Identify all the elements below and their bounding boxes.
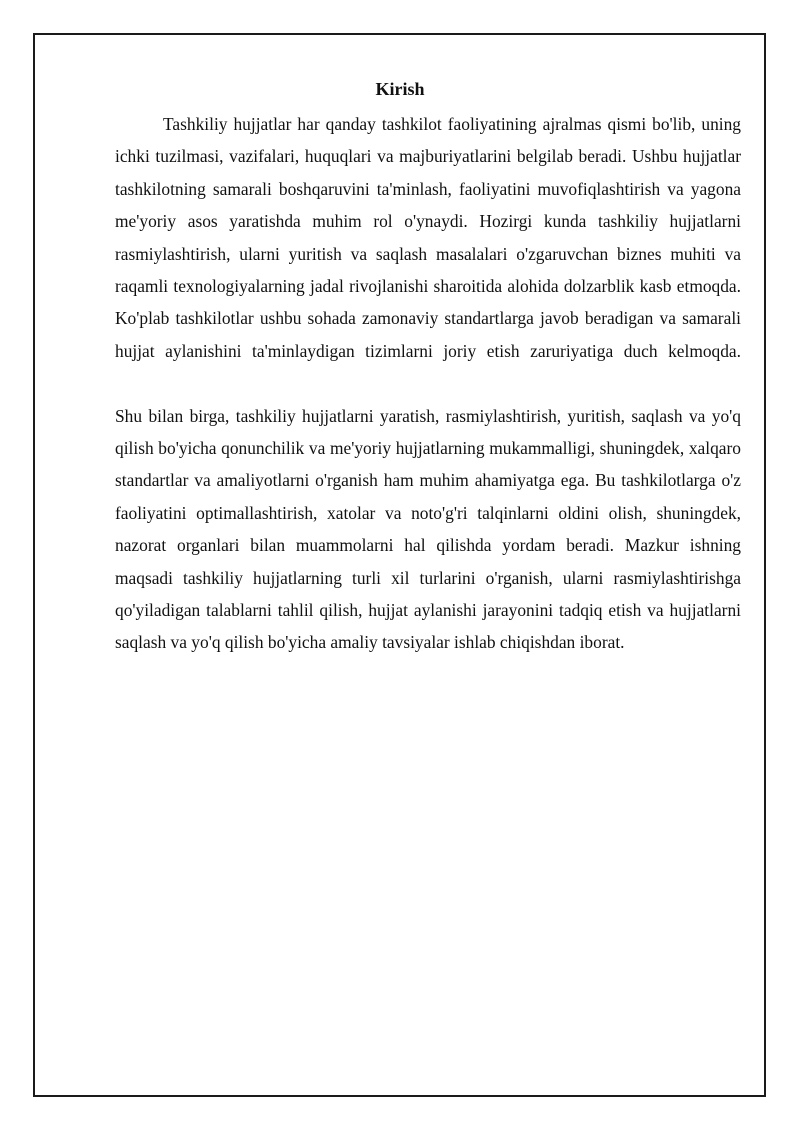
paragraph-spacer [115, 367, 741, 399]
intro-paragraph-2: Shu bilan birga, tashkiliy hujjatlarni yaratish, rasmiylashtirish, yuritish, saqlash va yo'q qilish bo'yicha qonunchilik va me'yoriy hujjatlarning mukammalligi, shuningdek, xalqaro standartlar va amaliyotlarni o'rganish ham muhim ahamiyatga ega. Bu tashkilotlarga o'z faoliyatini optimallashtirish, xatolar va noto'g'ri talqinlarni oldini olish, shuningdek, nazorat organlari bilan muammolarni hal qilishda yordam beradi. Mazkur ishning maqsadi tashkiliy hujjatlarning turli xil turlarini o'rganish, ularni rasmiylashtirishga qo'yiladigan talablarni tahlil qilish, hujjat aylanishi jarayonini tadqiq etish va hujjatlarni saqlash va yo'q qilish bo'yicha amaliy tavsiyalar ishlab chiqishdan iborat. [115, 405, 741, 653]
document-body [115, 108, 741, 659]
document-title: Kirish [375, 79, 425, 99]
intro-paragraph-1: Tashkiliy hujjatlar har qanday tashkilot faoliyatining ajralmas qismi bo'lib, uning ichki tuzilmasi, vazifalari, huquqlari va majburiyatlarini belgilab beradi. Ushbu hujjatlar tashkilotning samarali boshqaruvini ta'minlash, faoliyatini muvofiqlashtirish va yagona me'yoriy asos yaratishda muhim rol o'ynaydi. Hozirgi kunda tashkiliy hujjatlarni rasmiylashtirish, ularni yuritish va saqlash masalalari o'zgaruvchan biznes muhiti va raqamli texnologiyalarning jadal rivojlanishi sharoitida alohida dolzarblik kasb etmoqda. Ko'plab tashkilotlar ushbu sohada zamonaviy standartlarga javob beradigan va samarali hujjat aylanishini ta'minlaydigan tizimlarni joriy etish zaruriyatiga duch kelmoqda. [115, 114, 741, 361]
